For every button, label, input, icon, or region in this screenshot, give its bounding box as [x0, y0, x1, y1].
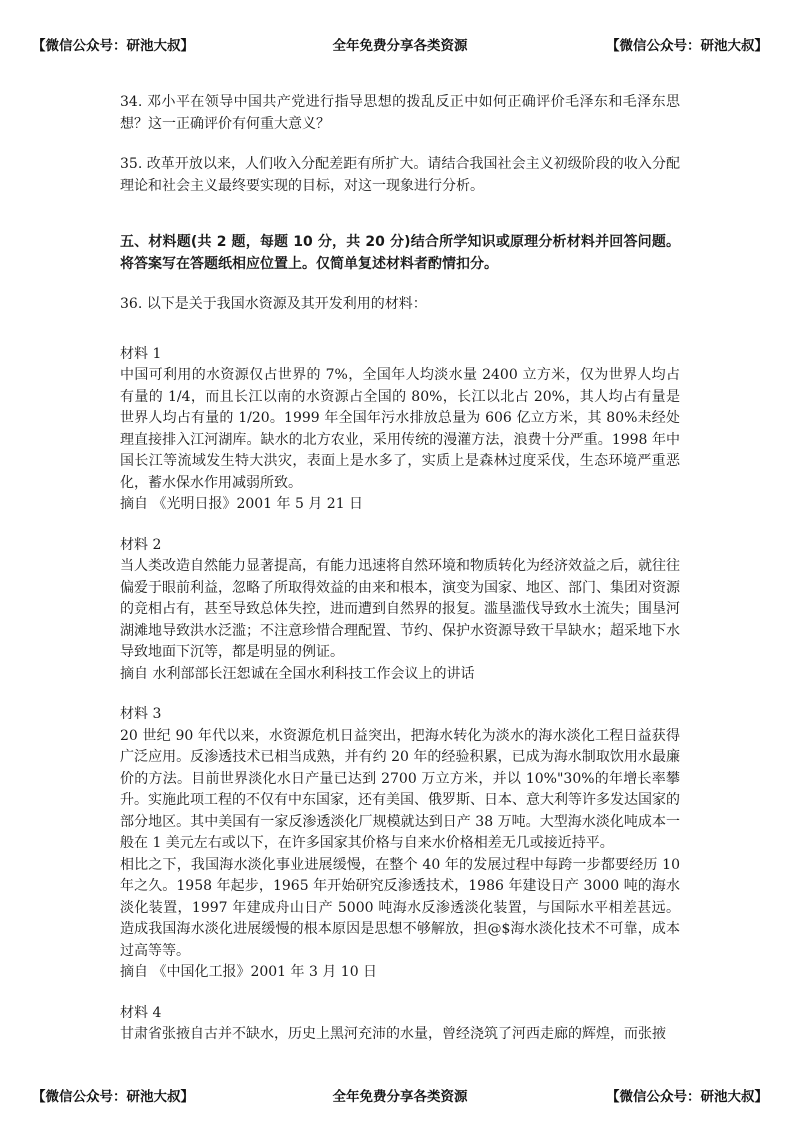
page-footer [32, 1085, 768, 1107]
section-5-heading: 五、材料题(共 2 题，每题 10 分，共 20 分)结合所学知识或原理分析材料并回答问题。将答案写在答题纸相应位置上。仅简单复述材料者酌情扣分。 [120, 234, 680, 272]
material-4-title: 材料 4 [120, 1004, 162, 1021]
question-35: 35. 改革开放以来，人们收入分配差距有所扩大。请结合我国社会主义初级阶段的收入分配理论和社会主义最终要实现的目标，对这一现象进行分析。 [120, 156, 680, 194]
footer-center: 全年免费分享各类资源 [332, 1089, 468, 1105]
document-body [120, 92, 680, 1046]
material-2-title: 材料 2 [120, 536, 162, 553]
material-2-text: 当人类改造自然能力显著提高，有能力迅速将自然环境和物质转化为经济效益之后，就往往偏爱于眼前利益，忽略了所取得效益的由来和根本，演变为国家、地区、部门、集团对资源的竞相占有，甚至导致总体失控，进而遭到自然界的报复。滥垦滥伐导致水土流失；围垦河湖滩地导致洪水泛滥；不注意珍惜合理配置、节约、保护水资源导致干旱缺水；超采地下水导致地面下沉等，都是明显的例证。 [120, 558, 680, 660]
footer-right: 【微信公众号：研池大叔】 [606, 1089, 768, 1105]
question-36-intro: 36. 以下是关于我国水资源及其开发利用的材料： [120, 296, 427, 312]
material-3-title: 材料 3 [120, 706, 162, 722]
material-3-text-2: 相比之下，我国海水淡化事业进展缓慢，在整个 40 年的发展过程中每跨一步都要经历 10 年之久。1958 年起步，1965 年开始研究反渗透技术，1986 年建设日产 3000 吨的海水淡化装置，1997 年建成舟山日产 5000 吨海水反渗透淡化装置，与国际水平相差甚远。造成我国海水淡化进展缓慢的根本原因是思想不够解放，担@$海水淡化技术不可靠，成本过高等等。 [120, 856, 680, 959]
material-4-text: 甘肃省张掖自古并不缺水，历史上黑河充沛的水量，曾经浇筑了河西走廊的辉煌，而张掖 [120, 1026, 666, 1042]
header-center: 全年免费分享各类资源 [332, 38, 468, 54]
material-1-source: 摘自 《光明日报》2001 年 5 月 21 日 [120, 496, 364, 512]
page-header [32, 34, 768, 56]
material-1-text: 中国可利用的水资源仅占世界的 7%，全国年人均淡水量 2400 立方米，仅为世界人均占有量的 1/4，而且长江以南的水资源占全国的 80%，长江以北占 20%，其人均占有量是世界人均占有量的 1/20。1999 年全国年污水排放总量为 606 亿立方米，其 80%未经处理直接排入江河湖库。缺水的北方农业，采用传统的漫灌方法，浪费十分严重。1998 年中国长江等流域发生特大洪灾，表面上是水多了，实质上是森林过度采伐，生态环境严重恶化，蓄水保水作用减弱所致。 [120, 367, 680, 491]
header-left: 【微信公众号：研池大叔】 [32, 38, 194, 54]
material-1-title: 材料 1 [120, 345, 162, 362]
header-right: 【微信公众号：研池大叔】 [606, 38, 768, 54]
material-3-text-1: 20 世纪 90 年代以来，水资源危机日益突出，把海水转化为淡水的海水淡化工程日益获得广泛应用。反渗透技术已相当成熟，并有约 20 年的经验积累，已成为海水制取饮用水最廉价的方法。目前世界淡化水日产量已达到 2700 万立方米，并以 10%"30%的年增长率攀升。实施此项工程的不仅有中东国家，还有美国、俄罗斯、日本、意大利等许多发达国家的部分地区。其中美国有一家反渗透淡化厂规模就达到日产 38 万吨。大型海水淡化吨成本一般在 1 美元左右或以下，在许多国家其价格与自来水价格相差无几或接近持平。 [120, 727, 680, 851]
question-34: 34. 邓小平在领导中国共产党进行指导思想的拨乱反正中如何正确评价毛泽东和毛泽东思想？这一正确评价有何重大意义？ [120, 94, 680, 132]
material-2-source: 摘自 水利部部长汪恕诚在全国水利科技工作会议上的讲话 [120, 665, 475, 682]
footer-left: 【微信公众号：研池大叔】 [32, 1089, 194, 1105]
material-3-source: 摘自 《中国化工报》2001 年 3 月 10 日 [120, 964, 378, 980]
